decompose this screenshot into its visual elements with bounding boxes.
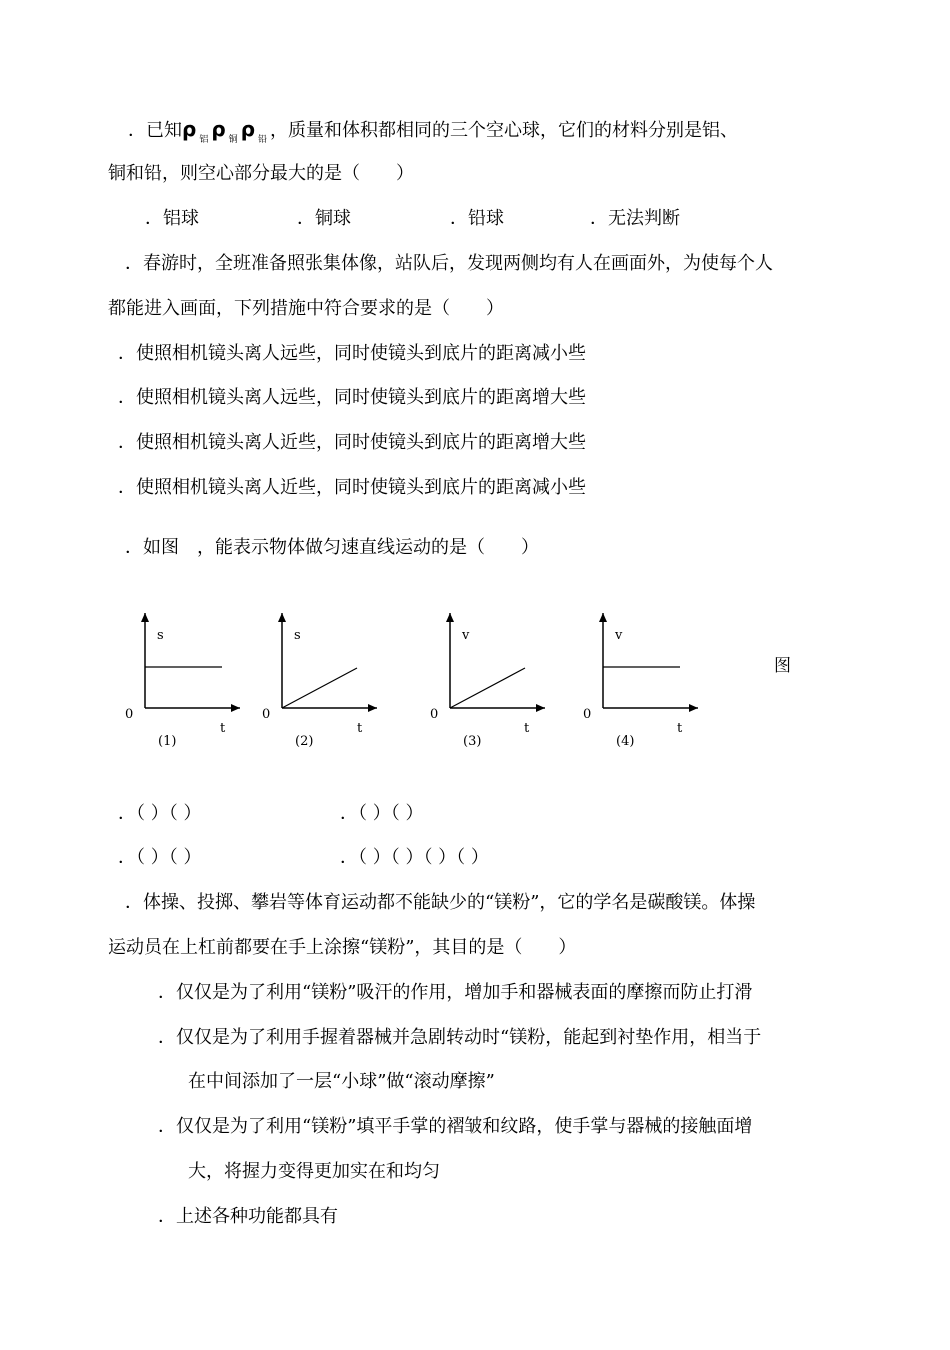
graph-3-origin: 0 xyxy=(430,707,439,722)
graph-1-caption: (1) xyxy=(158,734,177,749)
graph-3-caption: (3) xyxy=(463,734,482,749)
q4-option-c-line1: ．仅仅是为了利用“镁粉”填平手掌的褶皱和纹路，使手掌与器械的接触面增 xyxy=(158,1116,753,1137)
q2-line1: ．春游时，全班准备照张集体像，站队后，发现两侧均有人在画面外，为使每个人 xyxy=(125,253,773,274)
graph-4 xyxy=(583,613,698,749)
motion-graphs-figure xyxy=(0,605,950,755)
q3-stem: ．如图 ，能表示物体做匀速直线运动的是（ ） xyxy=(125,537,539,558)
q3-option-b: ．（ ）（ ） xyxy=(340,803,424,824)
q4-option-d: ．上述各种功能都具有 xyxy=(158,1206,338,1227)
graph-2-data-line xyxy=(282,668,357,708)
q1-prefix: ．已知 xyxy=(128,120,182,141)
graph-3-x-label: t xyxy=(524,721,530,736)
rho-sub-lead: 铅 xyxy=(258,135,268,145)
q1-option-d: ．无法判断 xyxy=(590,208,680,229)
q1-option-a: ．铝球 xyxy=(145,208,199,229)
q4-line1: ．体操、投掷、攀岩等体育运动都不能缺少的“镁粉”，它的学名是碳酸镁。体操 xyxy=(125,892,756,913)
graph-4-x-label: t xyxy=(677,721,683,736)
q3-option-a: ．（ ）（ ） xyxy=(118,803,202,824)
q4-option-a: ．仅仅是为了利用“镁粉”吸汗的作用，增加手和器械表面的摩擦而防止打滑 xyxy=(158,982,753,1003)
q1-suffix: ，质量和体积都相同的三个空心球，它们的材料分别是铝、 xyxy=(270,120,739,141)
graph-3-data-line xyxy=(450,668,525,708)
graph-1-x-label: t xyxy=(220,721,226,736)
graph-3-y-label: v xyxy=(462,628,470,643)
graph-2-caption: (2) xyxy=(295,734,314,749)
q3-option-c: ．（ ）（ ） xyxy=(118,847,202,868)
q1-option-c: ．铅球 xyxy=(450,208,504,229)
rho-symbol-1: ρ xyxy=(182,117,197,141)
graph-1 xyxy=(125,613,240,749)
graph-2 xyxy=(262,613,377,749)
graph-4-origin: 0 xyxy=(583,707,592,722)
q3-option-d: ．（ ）（ ）（ ）（ ） xyxy=(340,847,489,868)
graph-2-x-label: t xyxy=(357,721,363,736)
rho-sub-aluminum: 铝 xyxy=(199,135,209,145)
q2-option-c: ．使照相机镜头离人近些，同时使镜头到底片的距离增大些 xyxy=(118,432,586,453)
graph-4-y-label: v xyxy=(615,628,623,643)
rho-symbol-3: ρ xyxy=(240,117,256,141)
graph-1-y-label: s xyxy=(157,628,164,643)
graph-4-caption: (4) xyxy=(616,734,635,749)
q4-line2: 运动员在上杠前都要在手上涂擦“镁粉”，其目的是（ ） xyxy=(108,937,577,958)
q2-option-d: ．使照相机镜头离人近些，同时使镜头到底片的距离减小些 xyxy=(118,477,586,498)
q1-line1 xyxy=(128,117,738,146)
rho-symbol-2: ρ xyxy=(211,117,226,141)
q1-line2: 铜和铅，则空心部分最大的是（ ） xyxy=(108,163,414,184)
q2-option-b: ．使照相机镜头离人远些，同时使镜头到底片的距离增大些 xyxy=(118,387,586,408)
q2-line2: 都能进入画面，下列措施中符合要求的是（ ） xyxy=(108,298,504,319)
graph-2-origin: 0 xyxy=(262,707,271,722)
graph-2-y-label: s xyxy=(294,628,301,643)
q1-option-b: ．铜球 xyxy=(297,208,351,229)
graph-1-origin: 0 xyxy=(125,707,134,722)
q4-option-c-line2: 大，将握力变得更加实在和均匀 xyxy=(188,1161,440,1182)
graph-3 xyxy=(430,613,545,749)
q4-option-b-line2: 在中间添加了一层“小球”做“滚动摩擦” xyxy=(188,1071,495,1092)
rho-sub-copper: 铜 xyxy=(228,135,238,145)
figure-label: 图 xyxy=(774,656,791,676)
q4-option-b-line1: ．仅仅是为了利用手握着器械并急剧转动时“镁粉，能起到衬垫作用，相当于 xyxy=(158,1027,762,1048)
q2-option-a: ．使照相机镜头离人远些，同时使镜头到底片的距离减小些 xyxy=(118,343,586,364)
